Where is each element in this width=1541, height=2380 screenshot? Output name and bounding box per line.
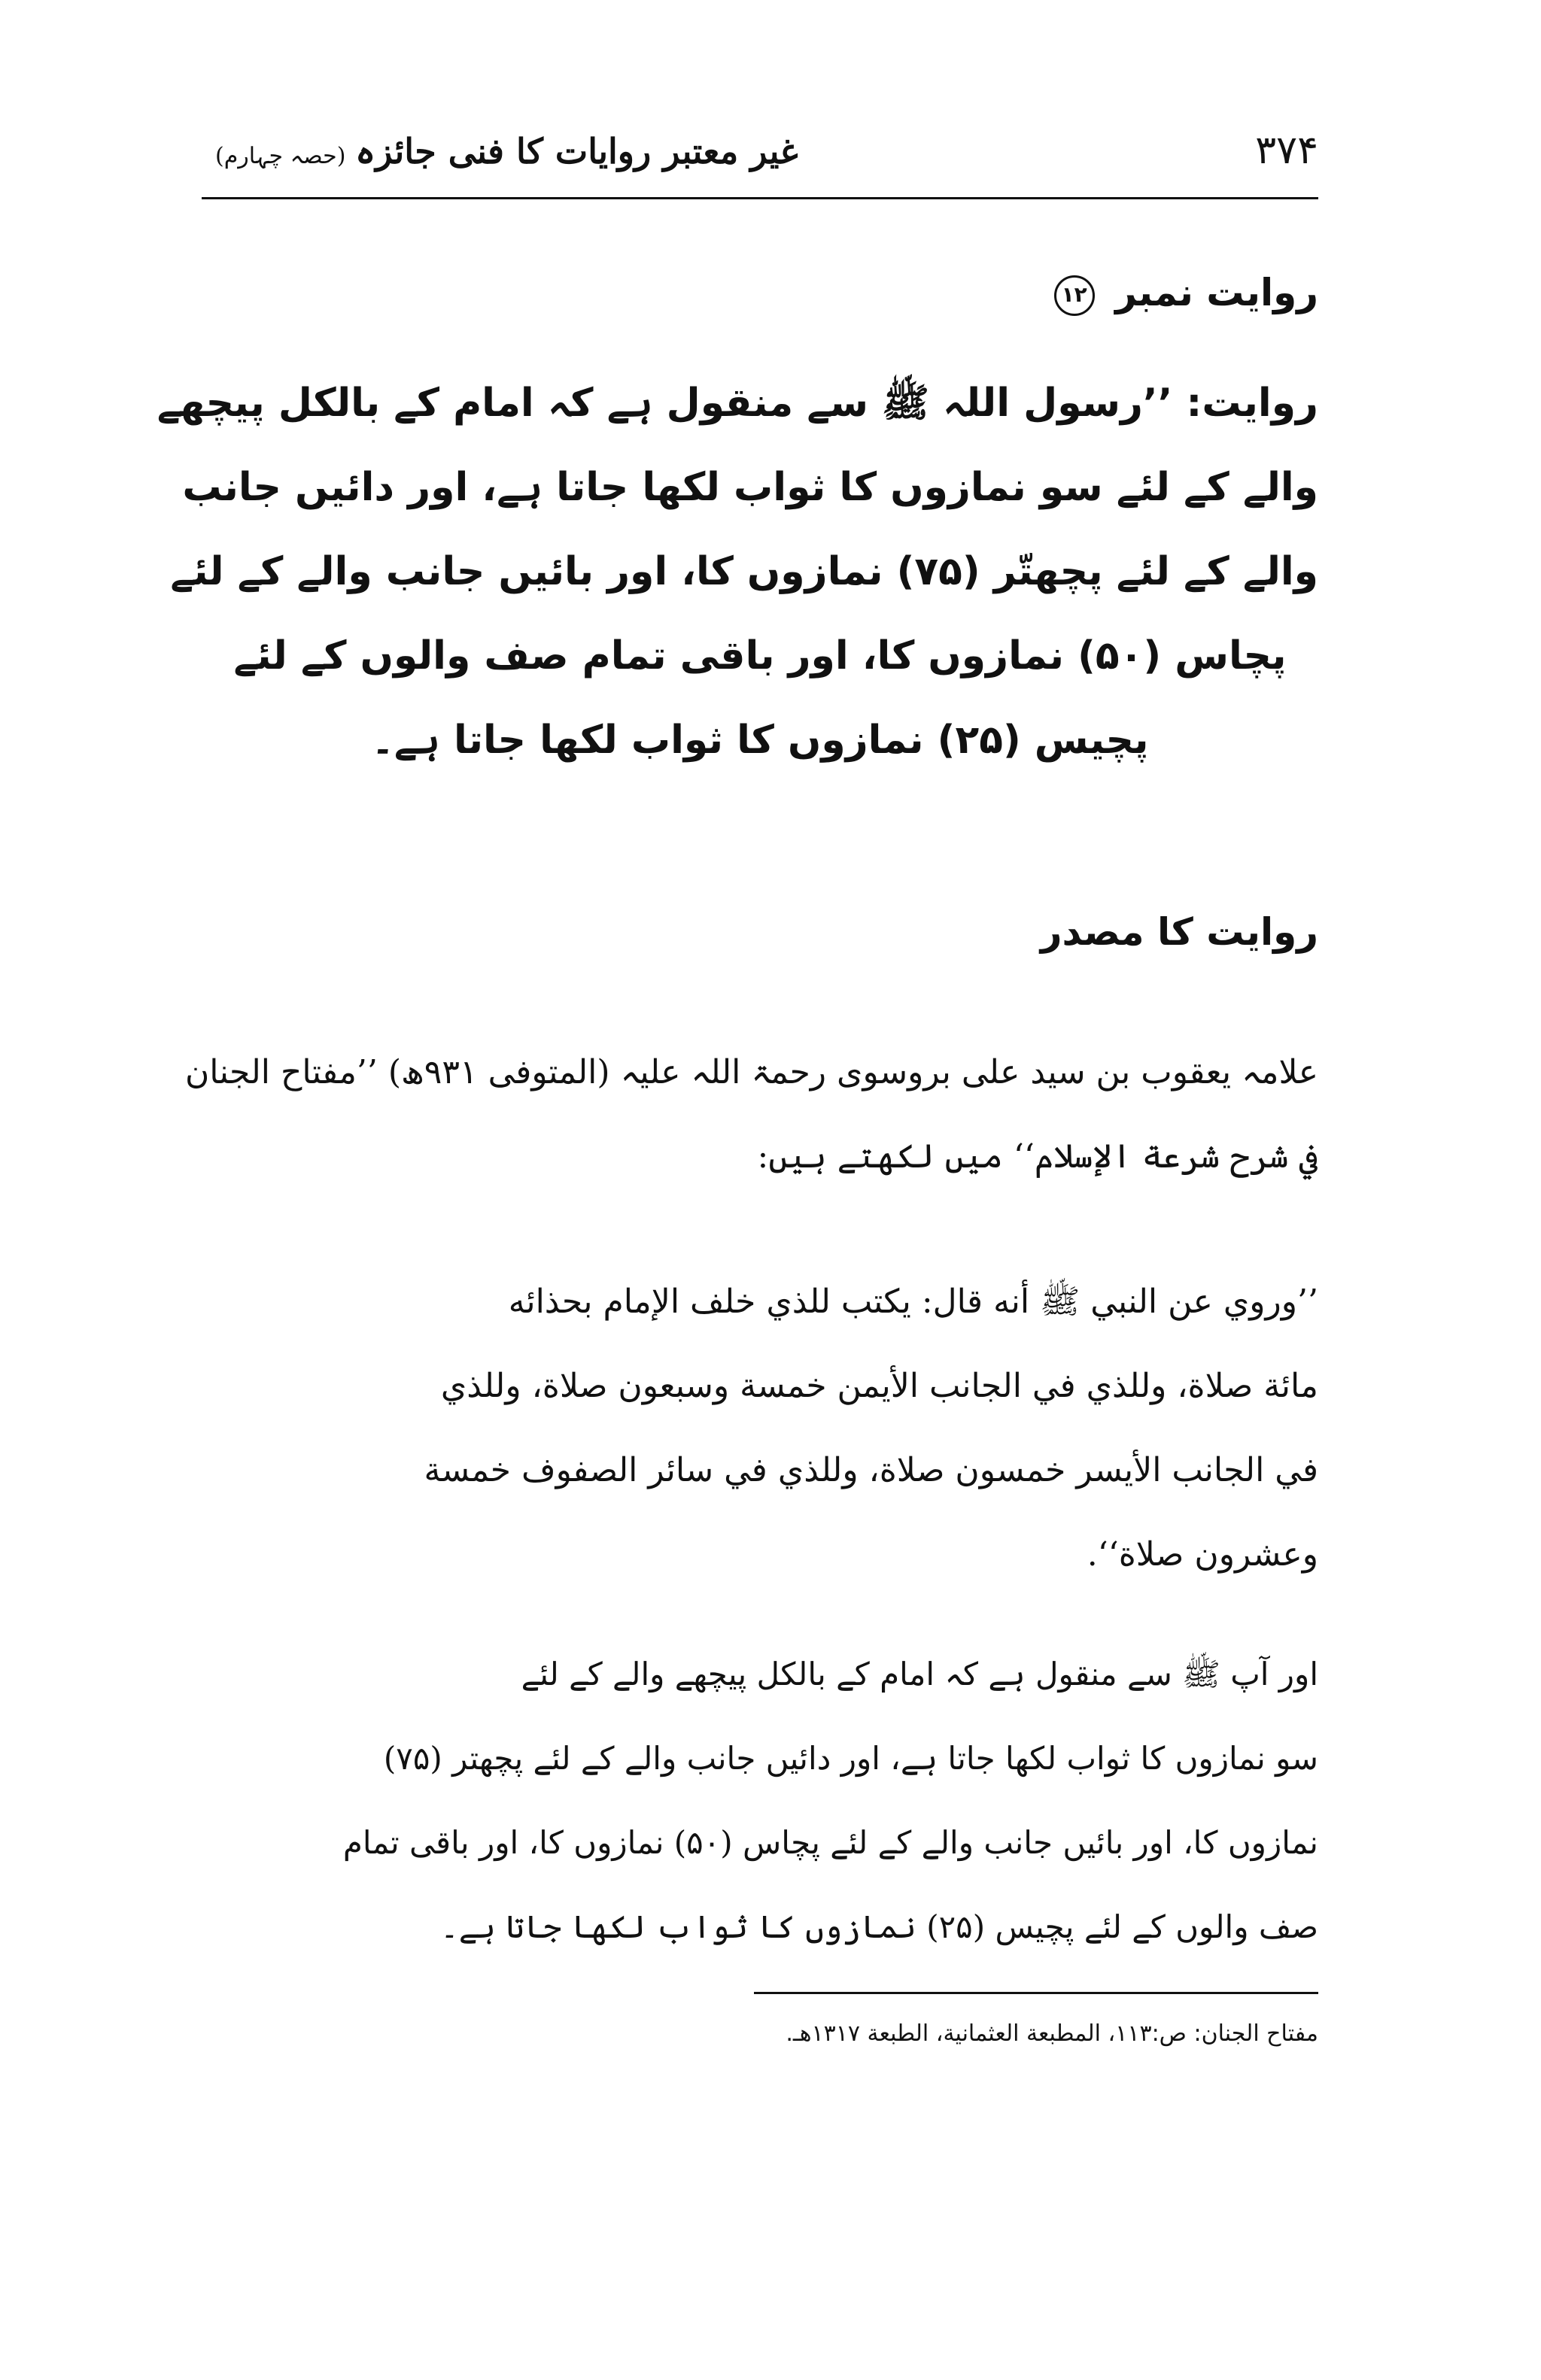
translation-line: نمازوں کا، اور بائیں جانب والے کے لئے پچاس (۵۰) نمازوں کا، اور باقی تمام — [342, 1824, 1318, 1861]
arabic-quote-line: مائة صلاة، وللذي في الجانب الأيمن خمسة وسبعون صلاة، وللذي — [440, 1367, 1318, 1405]
translation-line: سو نمازوں کا ثواب لکھا جاتا ہے، اور دائیں جانب والے کے لئے پچھتر (۷۵) — [383, 1740, 1318, 1777]
narration-line: پچاس (۵۰) نمازوں کا، اور باقی تمام صف والوں کے لئے — [233, 633, 1287, 678]
page-header — [202, 113, 1318, 199]
source-heading: روایت کا مصدر — [1040, 910, 1318, 954]
narration-text — [157, 361, 1318, 782]
book-part: (حصہ چہارم) — [215, 143, 346, 169]
footnote-divider — [754, 1992, 1318, 1994]
book-page — [157, 113, 1318, 2294]
source-intro-paragraph — [184, 1031, 1318, 1199]
footnote: مفتاح الجنان: ص:۱۱۳، المطبعة العثمانية، الطبعة ۱۳۱۷ھـ. — [786, 2020, 1318, 2047]
narration-line: والے کے لئے سو نمازوں کا ثواب لکھا جاتا ہے، اور دائیں جانب — [182, 465, 1318, 510]
arabic-quote-line: وعشرون صلاة‘‘. — [1087, 1535, 1318, 1574]
source-intro-line: علامہ یعقوب بن سید علی بروسوی رحمۃ اللہ علیہ (المتوفی ۹۳۱ھ) ’’مفتاح الجنان — [184, 1053, 1318, 1091]
narration-number-badge: ۱۲ — [1054, 275, 1095, 316]
narration-heading — [1054, 271, 1318, 316]
arabic-quote-line: في الجانب الأيسر خمسون صلاة، وللذي في سائر الصفوف خمسة — [424, 1451, 1318, 1489]
narration-heading-label: روایت نمبر — [1115, 271, 1318, 314]
translation-line: صف والوں کے لئے پچیس (۲۵) نمازوں کا ثواب لکھا جاتا ہے۔ — [440, 1908, 1318, 1945]
narration-line: والے کے لئے پچھتّر (۷۵) نمازوں کا، اور بائیں جانب والے کے لئے — [170, 549, 1318, 594]
book-title: غیر معتبر روایات کا فنی جائزہ — [355, 131, 798, 172]
narration-line: پچیس (۲۵) نمازوں کا ثواب لکھا جاتا ہے۔ — [371, 718, 1149, 763]
translation-paragraph — [202, 1632, 1318, 1969]
translation-line: اور آپ ﷺ سے منقول ہے کہ امام کے بالکل پیچھے والے کے لئے — [521, 1656, 1318, 1692]
running-title — [202, 131, 798, 172]
arabic-quote-line: ’’وروي عن النبي ﷺ أنه قال: يكتب للذي خلف الإمام بحذائه — [508, 1283, 1318, 1321]
source-intro-line: في شرح شرعة الإسلام‘‘ میں لکھتے ہیں: — [757, 1137, 1318, 1176]
arabic-quote-paragraph — [202, 1260, 1318, 1597]
narration-line: روایت: ’’رسول اللہ ﷺ سے منقول ہے کہ امام کے بالکل پیچھے — [157, 381, 1318, 426]
page-number: ۳۷۴ — [1255, 128, 1318, 173]
